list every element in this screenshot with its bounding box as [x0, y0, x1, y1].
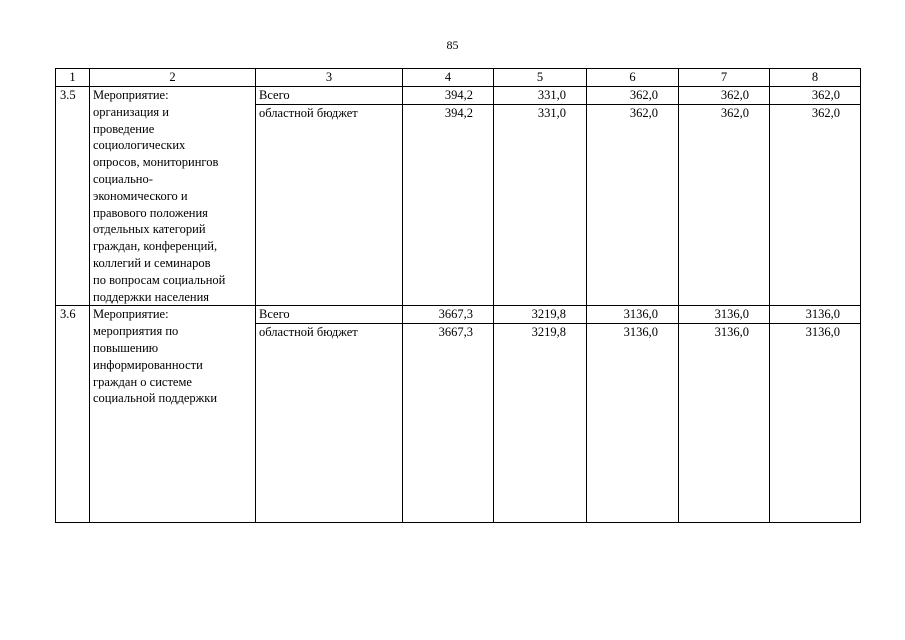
description-line: по вопросам социальной: [93, 272, 226, 287]
value-cell: 362,0: [770, 105, 861, 306]
value-cell: 331,0: [494, 105, 587, 306]
value-cell: 3136,0: [679, 324, 770, 523]
row-number: 3.6: [56, 306, 90, 523]
funding-source: Всего: [256, 87, 403, 105]
description-line: отдельных категорий: [93, 222, 206, 237]
header-cell: 6: [587, 69, 679, 87]
description-line: социальной поддержки: [93, 391, 218, 406]
funding-source: Всего: [256, 306, 403, 324]
value-cell: 3136,0: [770, 324, 861, 523]
description-line: социологических: [93, 138, 186, 153]
description-line: информированности: [93, 357, 203, 372]
header-cell: 4: [403, 69, 494, 87]
description-line: организация и: [93, 104, 169, 119]
header-cell: 8: [770, 69, 861, 87]
table-row: [56, 87, 861, 105]
funding-table: [55, 68, 861, 523]
page-number: 85: [446, 38, 459, 52]
funding-source: областной бюджет: [256, 105, 403, 306]
value-cell: 3136,0: [587, 306, 679, 324]
header-cell: 3: [256, 69, 403, 87]
value-cell: 362,0: [587, 87, 679, 105]
description-line: граждан о системе: [93, 374, 192, 389]
description-line: коллегий и семинаров: [93, 255, 211, 270]
description-line: социально-: [93, 171, 153, 186]
header-cell: 7: [679, 69, 770, 87]
description-line: граждан, конференций,: [93, 239, 218, 254]
value-cell: 362,0: [679, 87, 770, 105]
value-cell: 362,0: [587, 105, 679, 306]
header-cell: 1: [56, 69, 90, 87]
value-cell: 3219,8: [494, 324, 587, 523]
value-cell: 362,0: [770, 87, 861, 105]
value-cell: 3667,3: [403, 306, 494, 324]
measure-description: [90, 306, 256, 523]
header-cell: 2: [90, 69, 256, 87]
description-line: Мероприятие:: [93, 88, 169, 102]
value-cell: 362,0: [679, 105, 770, 306]
value-cell: 3667,3: [403, 324, 494, 523]
header-row: [56, 69, 861, 87]
funding-source: областной бюджет: [256, 324, 403, 523]
header-cell: 5: [494, 69, 587, 87]
description-line: повышению: [93, 340, 159, 355]
value-cell: 394,2: [403, 87, 494, 105]
value-cell: 3136,0: [679, 306, 770, 324]
value-cell: 3136,0: [587, 324, 679, 523]
description-line: Мероприятие:: [93, 307, 169, 322]
table-row: [56, 306, 861, 324]
description-line: поддержки населения: [93, 289, 210, 304]
description-line: экономического и: [93, 188, 188, 203]
description-line: опросов, мониторингов: [93, 155, 219, 170]
value-cell: 3219,8: [494, 306, 587, 324]
measure-description: [90, 87, 256, 306]
value-cell: 3136,0: [770, 306, 861, 324]
description-line: правового положения: [93, 205, 208, 220]
row-number: 3.5: [56, 87, 90, 306]
description-line: проведение: [93, 121, 155, 136]
value-cell: 331,0: [494, 87, 587, 105]
value-cell: 394,2: [403, 105, 494, 306]
description-line: мероприятия по: [93, 324, 179, 339]
